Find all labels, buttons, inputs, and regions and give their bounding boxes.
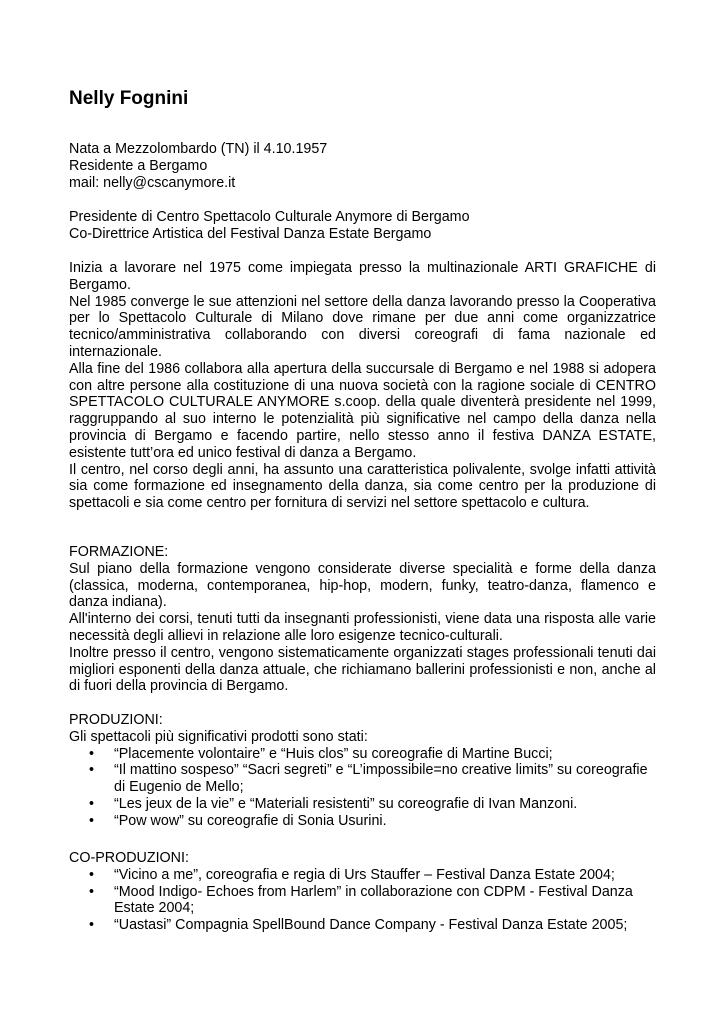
bio-paragraph: Alla fine del 1986 collabora alla apertura della succursale di Bergamo e nel 1988 si adopera con altre persone alla costituzione di una nuova società con la ragione sociale di CENTRO SPETTACOLO CULTURALE ANYMORE s.coop. della quale diventerà presidente nel 1999, raggruppando al suo interno le potenzialità più significative nel campo della danza nella provincia di Bergamo e facendo partire, nello stesso anno il festiva DANZA ESTATE, esistente tutt’ora ed unico festival di danza a Bergamo. (69, 360, 656, 461)
list-item: • “Il mattino sospeso” “Sacri segreti” e “L’impossibile=no creative limits” su coreografie di Eugenio de Mello; (69, 762, 656, 796)
produzioni-intro: Gli spettacoli più significativi prodotti sono stati: (69, 728, 368, 745)
list-item: • “Les jeux de la vie” e “Materiali resistenti” su coreografie di Ivan Manzoni. (69, 796, 656, 813)
list-item: • “Vicino a me”, coreografia e regia di Urs Stauffer – Festival Danza Estate 2004; (69, 867, 656, 884)
bio-paragraph: Inizia a lavorare nel 1975 come impiegata presso la multinazionale ARTI GRAFICHE di Bergamo. (69, 260, 656, 293)
list-item: • “Mood Indigo- Echoes from Harlem” in collaborazione con CDPM - Festival Danza Estate 2004; (69, 884, 656, 918)
produzioni-list (69, 746, 656, 830)
role-line: Presidente di Centro Spettacolo Culturale Anymore di Bergamo (69, 209, 470, 225)
formazione-paragraph: Inoltre presso il centro, vengono sistematicamente organizzati stages professionali tenuti dai migliori esponenti della danza attuale, che richiamano ballerini professionisti e non, anche al di fuori della provincia di Bergamo. (69, 644, 656, 695)
list-item: • “Placemente volontaire” e “Huis clos” su coreografie di Martine Bucci; (69, 746, 656, 763)
roles (69, 209, 656, 243)
person-name: Nelly Fognini (69, 88, 189, 109)
section-heading: FORMAZIONE: (69, 544, 169, 560)
birth-info: Nata a Mezzolombardo (TN) il 4.10.1957 (69, 141, 328, 157)
section-heading: PRODUZIONI: (69, 712, 163, 728)
list-item: • “Uastasi” Compagnia SpellBound Dance Company - Festival Danza Estate 2005; (69, 917, 656, 934)
coproduzioni-section (69, 850, 656, 934)
coproduzioni-list (69, 867, 656, 934)
formazione-paragraph: All'interno dei corsi, tenuti tutti da insegnanti professionisti, viene data una risposta alle varie necessità degli allievi in relazione alle loro esigenze tecnico-culturali. (69, 611, 656, 644)
biography (69, 260, 656, 512)
residence-info: Residente a Bergamo (69, 157, 208, 174)
personal-info (69, 141, 656, 191)
produzioni-section (69, 712, 656, 830)
role-line: Co-Direttrice Artistica del Festival Danza Estate Bergamo (69, 225, 432, 242)
formazione-paragraph: Sul piano della formazione vengono considerate diverse specialità e forme della danza (classica, moderna, contemporanea, hip-hop, modern, funky, teatro-danza, flamenco e danza indiana). (69, 560, 656, 611)
bio-paragraph: Nel 1985 converge le sue attenzioni nel settore della danza lavorando presso la Cooperativa per lo Spettacolo Culturale di Milano dove rimane per due anni come organizzatrice tecnico/amministrativa collaborando con diversi coreografi di fama nazionale ed internazionale. (69, 293, 656, 360)
section-heading: CO-PRODUZIONI: (69, 850, 189, 866)
list-item: • “Pow wow” su coreografie di Sonia Usurini. (69, 813, 656, 830)
formazione-section (69, 544, 656, 695)
mail-info: mail: nelly@cscanymore.it (69, 174, 236, 191)
bio-paragraph: Il centro, nel corso degli anni, ha assunto una caratteristica polivalente, svolge infatti attività sia come formazione ed insegnamento della danza, sia come centro per la produzione di spettacoli e sia come centro per fornitura di servizi nel settore spettacolo e cultura. (69, 461, 656, 512)
